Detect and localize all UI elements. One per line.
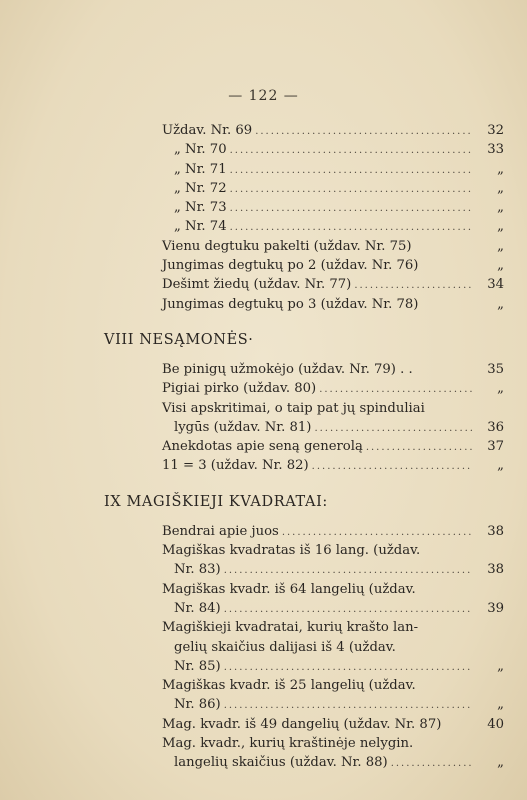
toc-page-number: 38 [487, 523, 504, 539]
toc-page-number: „ [497, 219, 504, 235]
toc-entry-title: Magiškas kvadr. iš 64 langelių (uždav. [162, 581, 416, 597]
toc-entry-title: „ Nr. 71 [174, 161, 227, 177]
toc-page-number: „ [497, 258, 504, 274]
toc-entry-title: Be pinigų užmokėjo (uždav. Nr. 79) . . [162, 361, 413, 377]
toc-page-number: „ [497, 161, 504, 177]
toc-entry-title: Mag. kvadr., kurių kraštinėje nelygin. [162, 736, 414, 752]
toc-page-number: 40 [487, 716, 504, 732]
toc-page-number: „ [497, 697, 504, 713]
leader-dots [282, 523, 473, 542]
toc-entry [104, 198, 504, 217]
leader-dots [230, 218, 473, 237]
toc-entry-title: Magiškas kvadratas iš 16 lang. (uždav. [162, 543, 421, 559]
toc-entry-title: Dešimt žiedų (uždav. Nr. 77) [162, 277, 352, 293]
toc-entry [104, 399, 504, 418]
toc-page-number: „ [497, 238, 504, 254]
toc-entry [104, 237, 504, 256]
toc-page-number: 34 [487, 277, 504, 293]
toc-entry-title: Bendrai apie juos [162, 523, 279, 539]
toc-entry [104, 217, 504, 236]
toc-entry [104, 275, 504, 294]
toc-entry [104, 541, 504, 560]
leader-dots [230, 180, 473, 199]
toc-entry-title: Anekdotas apie seną generolą [162, 439, 363, 455]
toc-page-number: 38 [487, 562, 504, 578]
toc-page-number: „ [497, 180, 504, 196]
toc-entry [104, 676, 504, 695]
toc-entry-title: gelių skaičius dalijasi iš 4 (uždav. [174, 639, 396, 655]
leader-dots [224, 600, 473, 619]
toc-page-number: „ [497, 755, 504, 771]
toc-entry [104, 695, 504, 714]
toc-entry-title: Magiškieji kvadratai, kurių krašto lan- [162, 620, 419, 636]
toc-entry [104, 580, 504, 599]
toc-entry [104, 179, 504, 198]
toc-page-number: „ [497, 658, 504, 674]
toc-entry-title: lygūs (uždav. Nr. 81) [174, 419, 312, 435]
toc-entry [104, 121, 504, 140]
toc-entry-title: Nr. 83) [174, 562, 221, 578]
toc-page-number: 39 [487, 600, 504, 616]
toc-entry-title: langelių skaičius (uždav. Nr. 88) [174, 755, 388, 771]
toc-entry [104, 522, 504, 541]
toc-entry-title: Magiškas kvadr. iš 25 langelių (uždav. [162, 678, 416, 694]
toc-entry [104, 418, 504, 437]
toc-entry [104, 618, 504, 637]
toc-page-number: 33 [487, 142, 504, 158]
table-of-contents [104, 121, 504, 773]
toc-page-number: „ [497, 296, 504, 312]
toc-entry-title: Jungimas degtukų po 2 (uždav. Nr. 76) [162, 258, 419, 274]
toc-entry [104, 140, 504, 159]
toc-entry-title: Jungimas degtukų po 3 (uždav. Nr. 78) [162, 296, 419, 312]
toc-entry-title: Vienu degtuku pakelti (uždav. Nr. 75) [162, 238, 412, 254]
toc-page-number: 32 [487, 123, 504, 138]
toc-entry-title: Pigiai pirko (uždav. 80) [162, 381, 317, 397]
toc-entry-title: „ Nr. 73 [174, 200, 227, 216]
leader-dots [230, 199, 473, 218]
leader-dots [230, 141, 473, 160]
toc-page-number: „ [497, 200, 504, 216]
toc-entry [104, 734, 504, 753]
leader-dots [230, 161, 473, 180]
leader-dots [312, 457, 473, 476]
toc-entry [104, 360, 504, 379]
toc-page-number: „ [497, 458, 504, 474]
toc-page-number: „ [497, 381, 504, 397]
toc-entry [104, 560, 504, 579]
leader-dots [224, 658, 473, 677]
leader-dots [314, 419, 473, 438]
leader-dots [391, 754, 473, 773]
toc-entry [104, 256, 504, 275]
toc-entry-title: Nr. 84) [174, 600, 221, 616]
toc-entry [104, 456, 504, 475]
toc-page-number: 37 [487, 439, 504, 455]
toc-entry-title: Mag. kvadr. iš 49 dangelių (uždav. Nr. 87) [162, 716, 442, 732]
toc-page-number: 35 [487, 361, 504, 377]
toc-entry-title: Visi apskritimai, o taip pat jų spinduliai [162, 400, 425, 416]
toc-entry [104, 753, 504, 772]
leader-dots [319, 380, 473, 399]
toc-entry [104, 379, 504, 398]
toc-page-number: 36 [487, 419, 504, 435]
toc-entry-title: Nr. 85) [174, 658, 221, 674]
section-heading: IX MAGIŠKIEJI KVADRATAI: [104, 493, 328, 510]
leader-dots [255, 122, 473, 141]
section-heading: VIII NESĄMONĖS· [104, 331, 254, 348]
leader-dots [366, 438, 473, 457]
toc-entry [104, 599, 504, 618]
toc-entry-title: „ Nr. 72 [174, 180, 227, 196]
leader-dots [224, 561, 473, 580]
toc-entry [104, 715, 504, 734]
toc-entry-title: Nr. 86) [174, 697, 221, 713]
toc-entry-title: Uždav. Nr. 69 [162, 123, 253, 138]
toc-entry-title: 11 = 3 (uždav. Nr. 82) [162, 458, 309, 474]
toc-entry [104, 437, 504, 456]
toc-entry [104, 638, 504, 657]
leader-dots [224, 696, 473, 715]
toc-entry [104, 295, 504, 314]
leader-dots [354, 276, 473, 295]
page-number: — 122 — [228, 88, 299, 104]
toc-entry [104, 160, 504, 179]
toc-entry-title: „ Nr. 74 [174, 219, 227, 235]
toc-entry-title: „ Nr. 70 [174, 142, 227, 158]
toc-entry [104, 657, 504, 676]
